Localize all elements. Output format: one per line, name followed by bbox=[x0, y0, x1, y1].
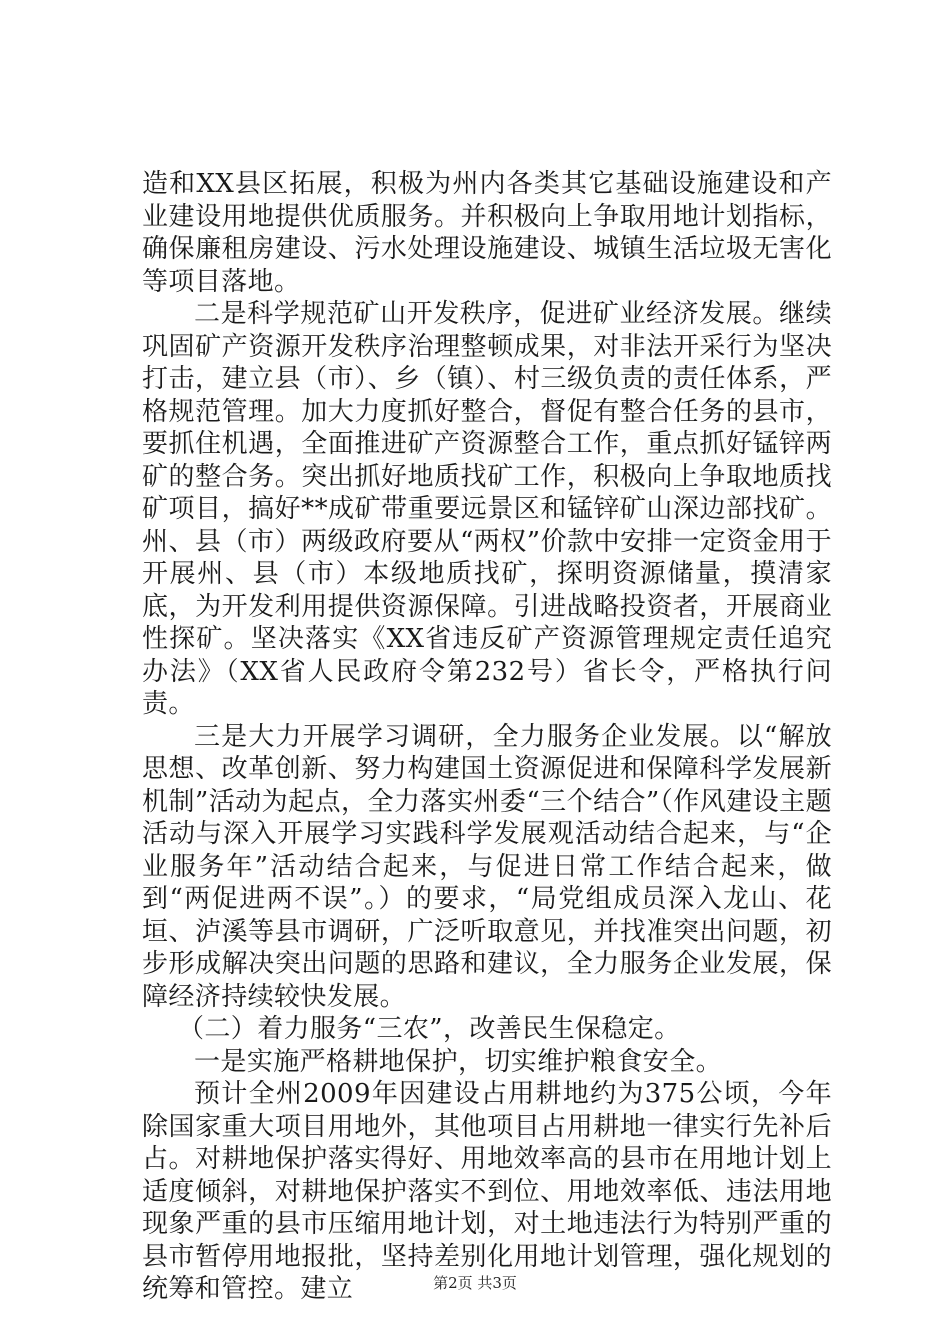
paragraph-study-research: 三是大力开展学习调研，全力服务企业发展。以“解放思想、改革创新、努力构建国土资源促进和保障科学发展新机制”活动为起点，全力落实州委“三个结合”（作风建设主题活动与深入开展学习实践科学发展观活动结合起来，与“企业服务年”活动结合起来，与促进日常工作结合起来，做到“两促进两不误”。）的要求，“局党组成员深入龙山、花垣、泸溪等县市调研，广泛听取意见，并找准突出问题，初步形成解决突出问题的思路和建议，全力服务企业发展，保障经济持续较快发展。 bbox=[142, 721, 832, 1012]
section-heading-sannong: （二）着力服务“三农”，改善民生保稳定。 bbox=[178, 1014, 681, 1044]
paragraph-mining-order: 二是科学规范矿山开发秩序，促进矿业经济发展。继续巩固矿产资源开发秩序治理整顿成果，对非法开采行为坚决打击，建立县（市）、乡（镇）、村三级负责的责任体系，严格规范管理。加大力度抓好整合，督促有整合任务的县市，要抓住机遇，全面推进矿产资源整合工作，重点抓好锰锌两矿的整合务。突出抓好地质找矿工作，积极向上争取地质找矿项目，搞好**成矿带重要远景区和锰锌矿山深边部找矿。州、县（市）两级政府要从“两权”价款中安排一定资金用于开展州、县（市）本级地质找矿，探明资源储量，摸清家底，为开发利用提供资源保障。引进战略投资者，开展商业性探矿。坚决落实《XX省违反矿产资源管理规定责任追究办法》（XX省人民政府令第232号）省长令，严格执行问责。 bbox=[142, 299, 832, 719]
document-body bbox=[142, 168, 832, 1306]
subheading-farmland-protection: 一是实施严格耕地保护，切实维护粮食安全。 bbox=[194, 1046, 723, 1077]
paragraph-farmland-estimate: 预计全州2009年因建设占用耕地约为375公顷，今年除国家重大项目用地外，其他项目占用耕地一律实行先补后占。对耕地保护落实得好、用地效率高的县市在用地计划上适度倾斜，对耕地保护落实不到位、用地效率低、违法用地现象严重的县市压缩用地计划，对土地违法行为特别严重的县市暂停用地报批，坚持差别化用地计划管理，强化规划的统筹和管控。建立 bbox=[142, 1079, 832, 1304]
paragraph-continuation: 造和XX县区拓展，积极为州内各类其它基础设施建设和产业建设用地提供优质服务。并积极向上争取用地计划指标，确保廉租房建设、污水处理设施建设、城镇生活垃圾无害化等项目落地。 bbox=[142, 169, 832, 297]
page-number-footer: 第2页 共3页 bbox=[433, 1274, 517, 1292]
